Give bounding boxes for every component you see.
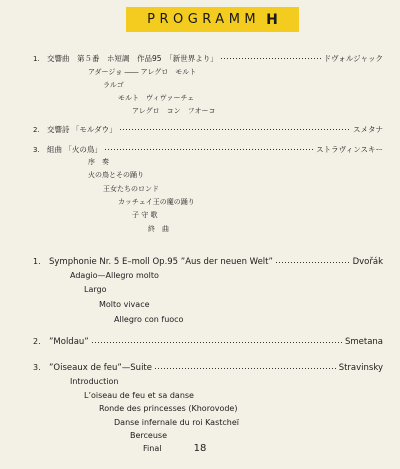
jp-item-3-part-5: 子 守 歌 xyxy=(132,211,158,219)
en-item-3-part-5: Berceuse xyxy=(130,431,168,440)
jp-item-3-composer: ストラヴィンスキー xyxy=(316,145,383,154)
jp-item-2-number: 2. xyxy=(33,126,40,134)
jp-item-1-movement-2: ラルゴ xyxy=(103,81,124,89)
jp-item-3-part-4: カッチェイ王の魔の踊り xyxy=(118,198,195,206)
en-item-3 xyxy=(33,363,383,373)
jp-item-3-part-2: 火の鳥とその踊り xyxy=(88,171,144,179)
en-item-1-movement-1: Adagio—Allegro molto xyxy=(70,271,159,280)
en-item-3-part-6: Final xyxy=(143,444,162,453)
leader-dots xyxy=(104,149,314,150)
jp-item-1-number: 1. xyxy=(33,55,40,63)
en-item-1 xyxy=(33,257,383,267)
jp-item-1 xyxy=(33,53,383,64)
leader-dots xyxy=(275,262,351,263)
leader-dots xyxy=(119,129,351,130)
en-item-3-number: 3. xyxy=(33,363,41,372)
en-item-1-movement-4: Allegro con fuoco xyxy=(114,315,184,324)
banner-title: PROGRAMM xyxy=(147,12,261,27)
leader-dots xyxy=(220,58,322,59)
en-item-3-composer: Stravinsky xyxy=(338,363,383,373)
en-item-3-part-2: L’oiseau de feu et sa danse xyxy=(84,391,194,400)
en-item-1-title: Symphonie Nr. 5 E–moll Op.95 ”Aus der neuen Welt” xyxy=(49,257,273,267)
en-item-2-number: 2. xyxy=(33,337,41,346)
jp-item-2 xyxy=(33,124,383,135)
en-item-1-movement-2: Largo xyxy=(84,285,107,294)
jp-item-2-composer: スメタナ xyxy=(353,125,383,134)
en-item-3-part-3: Ronde des princesses (Khorovode) xyxy=(99,404,238,413)
jp-item-1-movement-1: アダージョ ―― アレグロ モルト xyxy=(88,68,197,76)
jp-item-1-composer: ドヴォルジャック xyxy=(323,54,383,63)
en-item-1-number: 1. xyxy=(33,257,41,266)
jp-item-2-title: 交響詩 「モルダウ」 xyxy=(47,125,117,134)
en-item-3-part-4: Danse infernale du roi Kastcheï xyxy=(114,418,239,427)
jp-item-3 xyxy=(33,144,383,155)
jp-item-1-movement-4: アレグロ コン フオーコ xyxy=(132,107,216,115)
program-banner xyxy=(126,7,299,32)
jp-item-3-title: 組曲 「火の鳥」 xyxy=(47,145,102,154)
en-item-2-title: ”Moldau” xyxy=(49,337,89,347)
jp-item-3-part-3: 王女たちのロンド xyxy=(103,185,159,193)
jp-item-3-part-6: 終 曲 xyxy=(148,225,169,233)
en-item-3-title: ”Oiseaux de feu”—Suite xyxy=(49,363,152,373)
en-item-2 xyxy=(33,337,383,347)
jp-item-1-movement-3: モルト ヴィヴァーチェ xyxy=(118,94,195,102)
en-item-1-movement-3: Molto vivace xyxy=(99,300,150,309)
leader-dots xyxy=(91,342,343,343)
leader-dots xyxy=(154,368,337,369)
en-item-1-composer: Dvořák xyxy=(352,257,383,267)
banner-badge: H xyxy=(266,11,278,28)
jp-item-1-title: 交響曲 第５番 ホ短調 作品95 「新世界より」 xyxy=(47,54,218,63)
en-item-2-composer: Smetana xyxy=(344,337,383,347)
page-number: 18 xyxy=(193,443,207,454)
jp-item-3-number: 3. xyxy=(33,146,40,154)
en-item-3-part-1: Introduction xyxy=(70,377,119,386)
jp-item-3-part-1: 序 奏 xyxy=(88,158,109,166)
